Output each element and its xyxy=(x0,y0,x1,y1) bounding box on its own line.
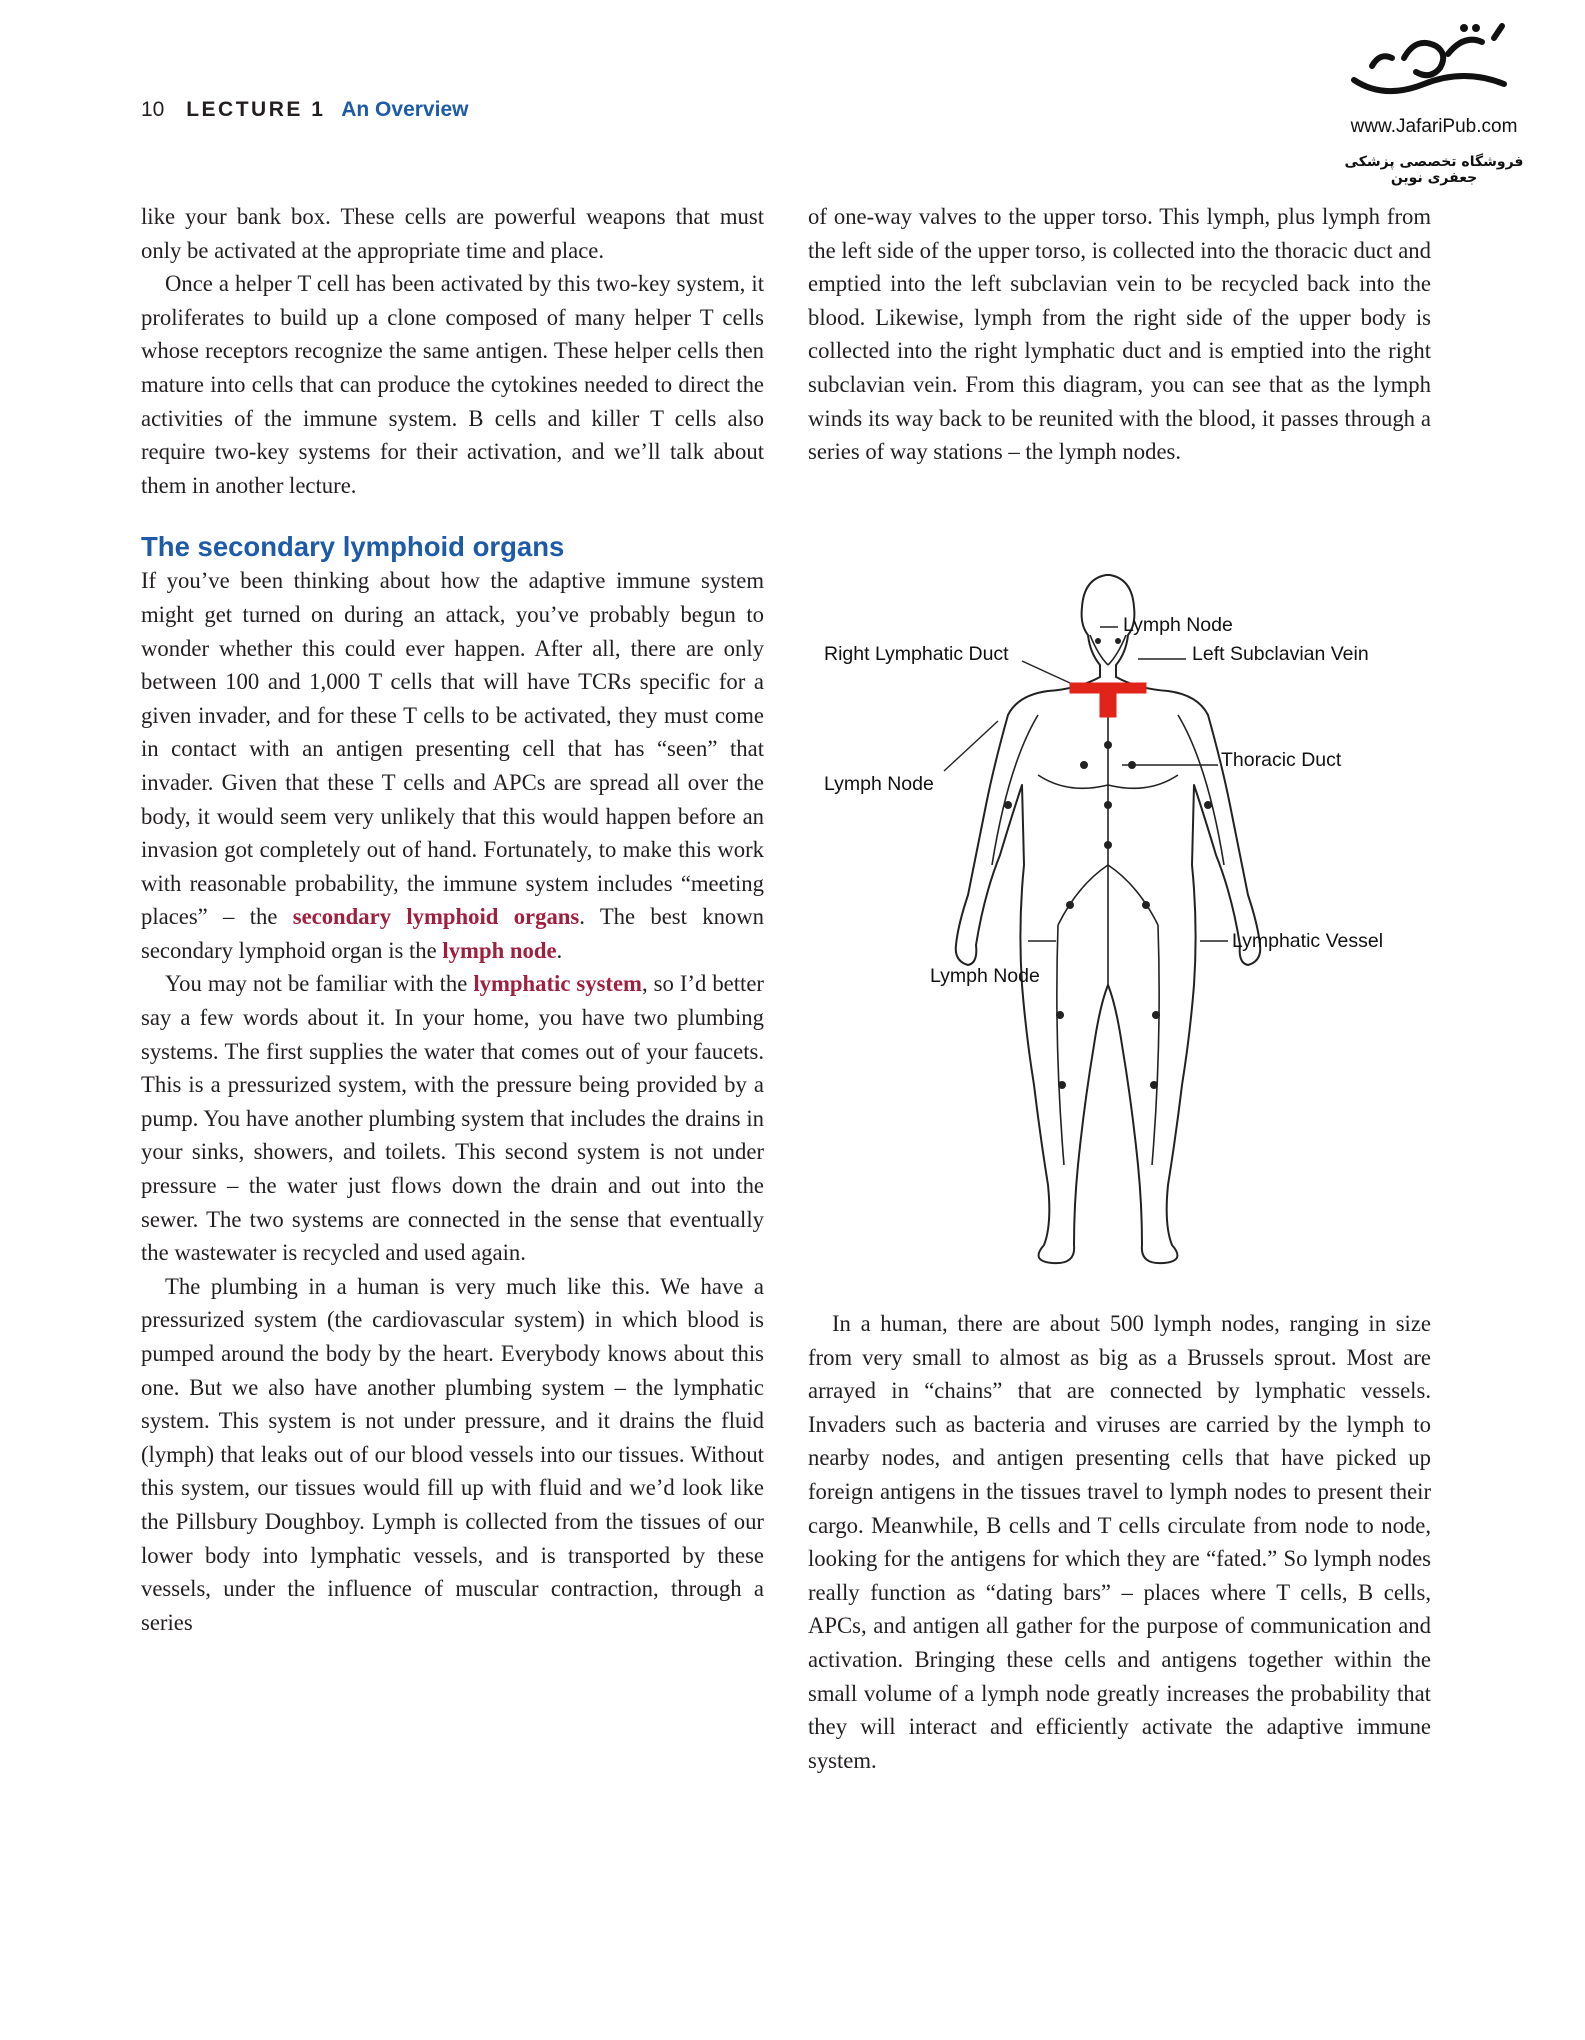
text-run: If you’ve been thinking about how the adaptive immune system might get turned on during an attack, you’ve probably begun to wonder whether this could ever happen. After all, there are only between 100 and 1,000 T cells that will have TCRs specific for a given invader, and for these T cells to be activated, they must come in contact with an antigen presenting cell that has “seen” that invader. Given that these T cells and APCs are spread all over the body, it would seem very unlikely that this would happen before an invasion got completely out of hand. Fortunately, to make this work with reasonable probability, the immune system includes “meeting places” – the xyxy=(141,568,764,930)
paragraph: Once a helper T cell has been activated by this two-key system, it proliferates to build up a clone composed of many helper T cells whose receptors recognize the same antigen. These helper cells then mature into cells that can produce the cytokines needed to direct the activities of the immune system. B cells and killer T cells also require two-key systems for their activation, and we’ll talk about them in another lecture. xyxy=(141,271,764,498)
text-run: , so I’d better say a few words about it. In your home, you have two plumbing systems. The first supplies the water that comes out of your faucets. This is a pressurized system, with the pressure being provided by a pump. You have another plumbing system that includes the drains in your sinks, showers, and toilets. This second system is not under pressure – the water just flows down the drain and out into the sewer. The two systems are connected in the sense that eventually the wastewater is recycled and used again. xyxy=(141,971,764,1266)
label-lymphatic-vessel: Lymphatic Vessel xyxy=(1232,930,1384,952)
key-term: lymph node xyxy=(442,937,557,963)
paragraph: of one-way valves to the upper torso. This lymph, plus lymph from the left side of the upper torso, is collected into the thoracic duct and emptied into the left subclavian vein to be recycled back into the blood. Likewise, lymph from the right side of the upper body is collected into the right lymphatic duct and is emptied into the right subclavian vein. From this diagram, you can see that as the lymph winds its way back to be reunited with the blood, it passes through a series of way stations – the lymph nodes. xyxy=(808,204,1431,465)
label-lymph-node-left: Lymph Node xyxy=(824,773,934,795)
human-body-diagram xyxy=(808,565,1438,1285)
paragraph xyxy=(141,967,764,1269)
publisher-tagline: فروشگاه تخصصی پزشکی جعفری نوین xyxy=(1344,154,1524,186)
left-column xyxy=(141,200,764,1639)
paragraph: In a human, there are about 500 lymph nodes, ranging in size from very small to almost as big as a Brussels sprout. Most are arrayed in “chains” that are connected by lymphatic vessels. Invaders such as bacteria and viruses are carried by the lymph to nearby nodes, and antigen presenting cells that have picked up foreign antigens in the tissues travel to lymph nodes to present their cargo. Meanwhile, B cells and T cells circulate from node to node, looking for the antigens for which they are “fated.” So lymph nodes really function as “dating bars” – places where T cells, B cells, APCs, and antigen all gather for the purpose of communication and activation. Bringing these cells and antigens together within the small volume of a lymph node greatly increases the probability that they will interact and efficiently activate the adaptive immune system. xyxy=(808,1311,1431,1773)
label-right-lymphatic-duct: Right Lymphatic Duct xyxy=(824,643,1009,665)
publisher-logo[interactable] xyxy=(1318,18,1550,186)
right-column-bottom xyxy=(808,1307,1431,1777)
running-header xyxy=(141,98,468,122)
text-run: . xyxy=(556,937,563,963)
lecture-label: LECTURE 1 xyxy=(186,98,326,121)
page-number: 10 xyxy=(141,98,165,121)
paragraph xyxy=(141,564,764,967)
paragraph: like your bank box. These cells are powerful weapons that must only be activated at the appropriate time and place. xyxy=(141,204,764,263)
section-heading: The secondary lymphoid organs xyxy=(141,531,565,563)
paragraph: The plumbing in a human is very much like this. We have a pressurized system (the cardiovascular system) in which blood is pumped around the body by the heart. Everybody knows about this one. But we also have another plumbing system – the lymphatic system. This system is not under pressure, and it drains the fluid (lymph) that leaks out of our blood vessels into our tissues. Without this system, our tissues would fill up with fluid and we’d look like the Pillsbury Doughboy. Lymph is collected from the tissues of our lower body into lymphatic vessels, and is transported by these vessels, under the influence of muscular contraction, through a series xyxy=(141,1273,764,1635)
label-left-subclavian-vein: Left Subclavian Vein xyxy=(1192,643,1369,665)
publisher-url[interactable]: www.JafariPub.com xyxy=(1350,116,1518,137)
right-column-top xyxy=(808,200,1431,469)
text-run: You may not be familiar with the xyxy=(165,971,474,997)
logo-mark-icon xyxy=(1344,18,1524,110)
label-thoracic-duct: Thoracic Duct xyxy=(1221,749,1342,771)
lymphatic-system-figure xyxy=(808,565,1438,1285)
section-title: An Overview xyxy=(341,98,469,121)
text-run: . The best known secondary lymphoid organ is the xyxy=(141,904,764,963)
key-term: secondary lymphoid organs xyxy=(292,904,580,930)
label-lymph-node-bottom: Lymph Node xyxy=(930,965,1040,987)
label-lymph-node-top: Lymph Node xyxy=(1123,614,1233,636)
key-term: lymphatic system xyxy=(473,971,642,997)
